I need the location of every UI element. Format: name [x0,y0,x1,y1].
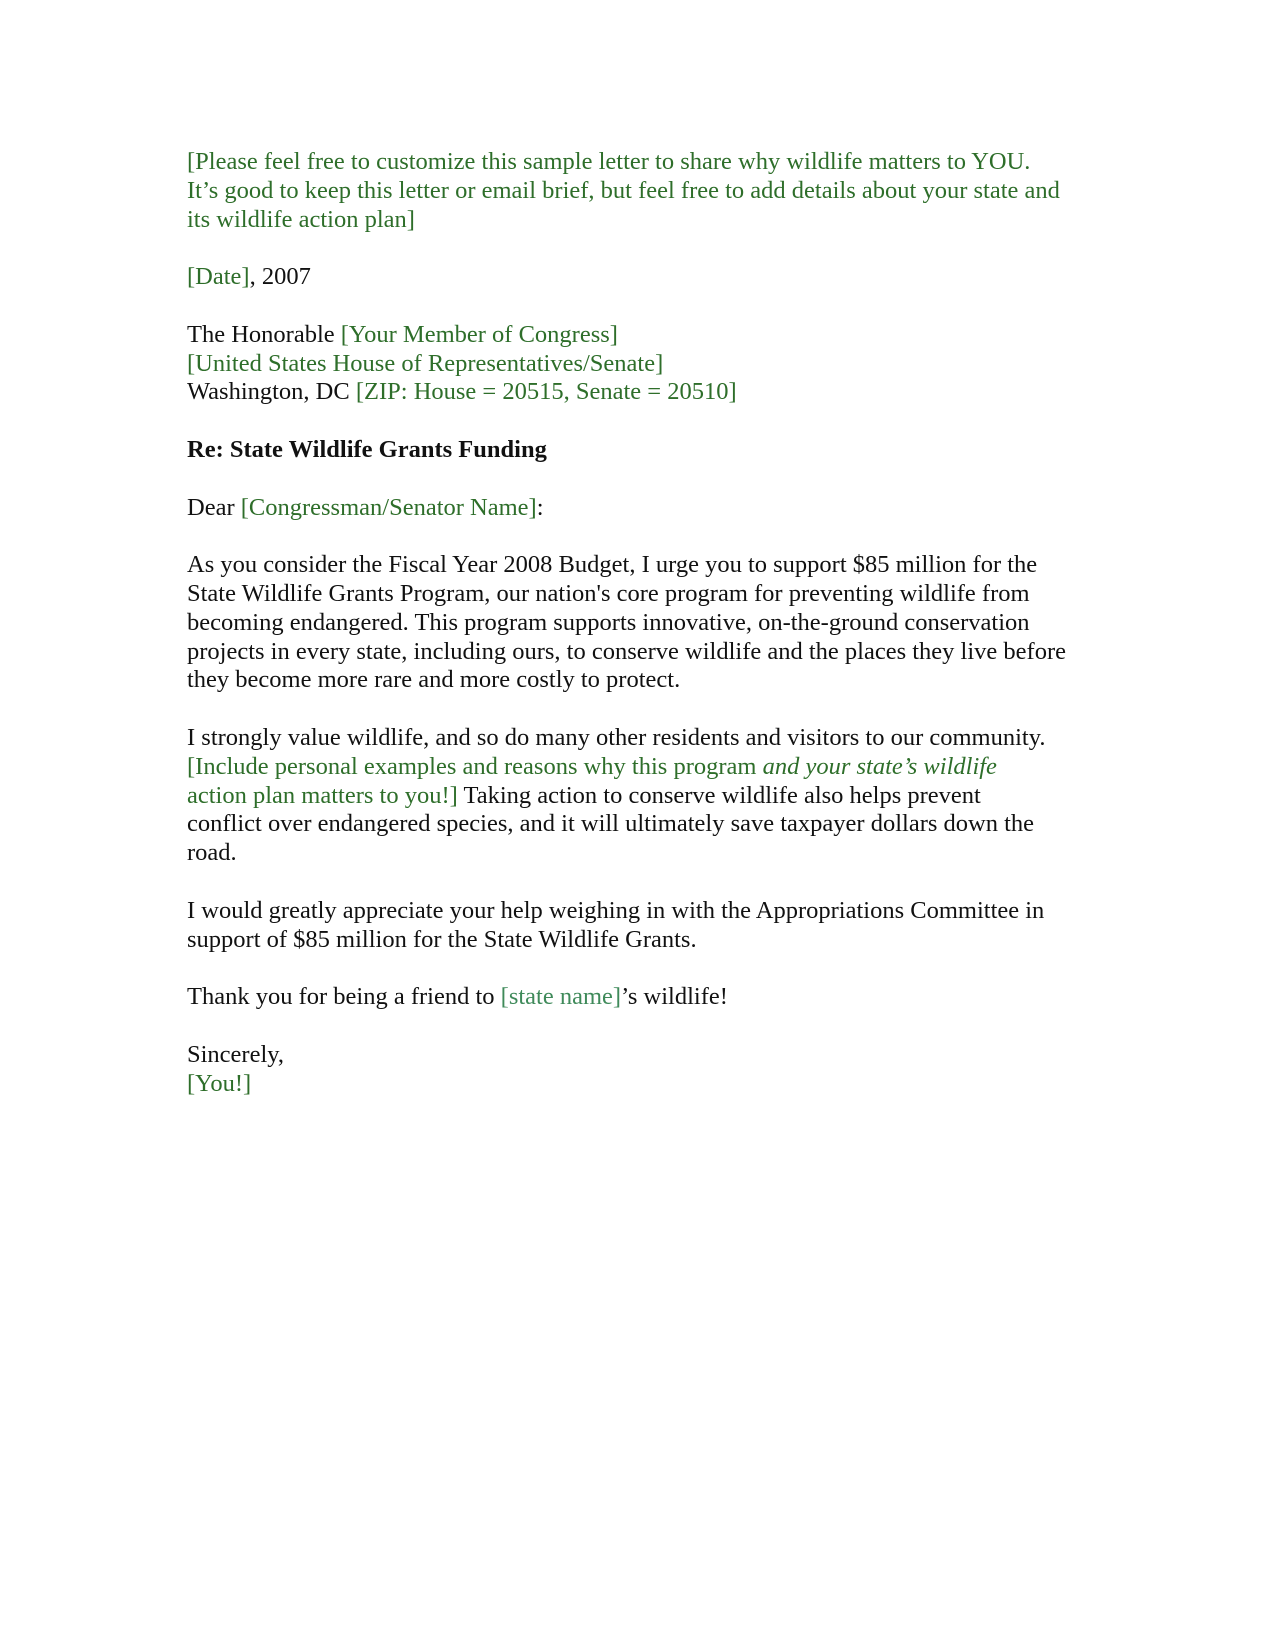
spacer [187,695,1097,724]
chamber-placeholder: [United States House of Representatives/Senate] [187,349,664,377]
honorable-prefix: The Honorable [187,320,341,348]
state-name-placeholder: [state name] [500,983,622,1011]
paragraph-value [187,724,1097,868]
paragraph-line: road. [187,839,237,867]
paragraph-line: becoming endangered. This program supports innovative, on-the-ground conservation [187,608,1030,636]
spacer [187,234,1097,263]
paragraph-line: I strongly value wildlife, and so do many other residents and visitors to our community. [187,723,1046,751]
thanks-suffix: ’s wildlife! [621,983,728,1011]
paragraph-line: State Wildlife Grants Program, our nation's core program for preventing wildlife from [187,579,1030,607]
salutation-prefix: Dear [187,493,241,521]
personal-examples-placeholder [187,753,1097,782]
salutation [187,494,1097,523]
intro-note [187,148,1097,234]
spacer [187,1012,1097,1041]
thanks-prefix: Thank you for being a friend to [187,983,501,1011]
address-line-city [187,378,1097,407]
city-text: Washington, DC [187,378,356,406]
paragraph-line: conflict over endangered species, and it will ultimately save taxpayer dollars down the [187,810,1035,838]
paragraph-line: I would greatly appreciate your help weighing in with the Appropriations Committee in [187,896,1045,924]
spacer [187,868,1097,897]
paragraph-line: they become more rare and more costly to protect. [187,666,681,694]
intro-line: its wildlife action plan] [187,205,415,233]
letter-body [187,148,1097,1098]
paragraph-text: Taking action to conserve wildlife also helps prevent [457,781,981,809]
paragraph-line [187,782,1097,811]
paragraph-line: projects in every state, including ours, to conserve wildlife and the places they live before [187,637,1066,665]
spacer [187,292,1097,321]
paragraph-line: support of $85 million for the State Wildlife Grants. [187,925,697,953]
subject-line: Re: State Wildlife Grants Funding [187,435,547,463]
letter-date [187,263,1097,292]
paragraph-budget [187,551,1097,695]
placeholder-text: action plan matters to you!] [187,781,458,809]
paragraph-line: As you consider the Fiscal Year 2008 Budget, I urge you to support $85 million for the [187,551,1038,579]
intro-line: It’s good to keep this letter or email brief, but feel free to add details about your state and [187,176,1060,204]
signature-placeholder: [You!] [187,1069,252,1097]
member-placeholder: [Your Member of Congress] [340,320,618,348]
date-placeholder: [Date] [187,263,250,291]
address-line-honorable [187,321,1097,350]
spacer [187,407,1097,436]
spacer [187,954,1097,983]
placeholder-italic-text: and your state’s wildlife [762,752,997,780]
date-year: , 2007 [249,263,311,291]
intro-line: [Please feel free to customize this sample letter to share why wildlife matters to YOU. [187,148,1031,175]
spacer [187,465,1097,494]
salutation-suffix: : [536,493,544,521]
thanks-line [187,983,1097,1012]
spacer [187,522,1097,551]
closing-sincerely: Sincerely, [187,1040,285,1068]
closing [187,1041,1097,1099]
placeholder-text: [Include personal examples and reasons why this program [187,752,763,780]
zip-placeholder: [ZIP: House = 20515, Senate = 20510] [355,378,737,406]
paragraph-appropriations [187,897,1097,955]
recipient-name-placeholder: [Congressman/Senator Name] [240,493,537,521]
recipient-address [187,321,1097,407]
